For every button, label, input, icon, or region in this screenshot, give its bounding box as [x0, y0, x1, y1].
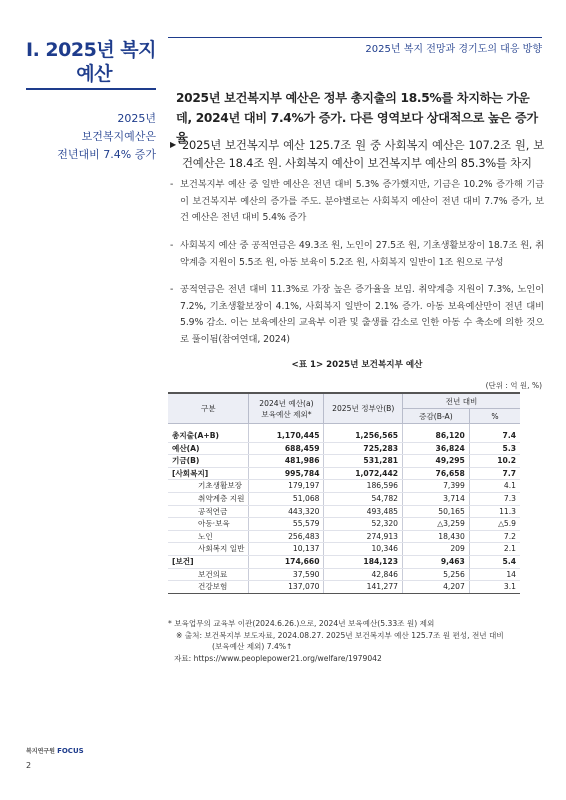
row-label: 아동·보육	[168, 518, 249, 531]
table-row	[168, 505, 520, 518]
value-2025: 141,277	[324, 581, 403, 594]
change-pct: 2.1	[469, 543, 520, 556]
change-pct: 7.4	[469, 430, 520, 442]
value-2024: 179,197	[249, 480, 324, 493]
detail-text: 공적연금은 전년 대비 11.3%로 가장 높은 증가율을 보임. 취약계층 지원이 7.3%, 노인이 7.2%, 기초생활보장이 4.1%, 사회복지 일반이 2.1% 증가. 아동 보육예산만이 전년 대비 5.9% 감소. 이는 보육예산의 교육부 이관 및 출생률 감소로 인한 아동 수 축소에 의한 것으로 풀이됨(참여연대, 2024)	[180, 284, 544, 345]
value-2024: 174,660	[249, 555, 324, 568]
value-2025: 1,072,442	[324, 467, 403, 480]
logo-focus-text: FOCUS	[57, 747, 84, 755]
value-2025: 493,485	[324, 505, 403, 518]
header-rule	[168, 37, 542, 38]
value-2024: 688,459	[249, 442, 324, 455]
table-row	[168, 518, 520, 531]
page-number: 2	[26, 761, 32, 770]
value-2024: 995,784	[249, 467, 324, 480]
detail-item	[170, 177, 544, 227]
header-change-amount: 증감(B-A)	[403, 409, 470, 424]
value-2025: 186,596	[324, 480, 403, 493]
row-label: 사회복지 일반	[168, 543, 249, 556]
side-summary-line1: 2025년	[117, 112, 156, 125]
table-row	[168, 492, 520, 505]
value-2024: 481,986	[249, 455, 324, 468]
change-pct: 7.3	[469, 492, 520, 505]
change-pct: 5.3	[469, 442, 520, 455]
change-amount: 4,207	[403, 581, 470, 594]
running-header: 2025년 복지 전망과 경기도의 대응 방향	[365, 44, 542, 55]
table-row	[168, 581, 520, 594]
main-point-text: 2025년 보건복지부 예산 125.7조 원 중 사회복지 예산은 107.2조 원, 보건예산은 18.4조 원. 사회복지 예산이 보건복지부 예산의 85.3%를 차지	[182, 138, 544, 170]
header-2024-budget	[249, 393, 324, 424]
row-label: [사회복지]	[168, 467, 249, 480]
note-source: ※ 출처: 보건복지부 보도자료, 2024.08.27. 2025년 보건복지부 예산 125.7조 원 편성, 전년 대비	[176, 630, 504, 640]
row-label: 예산(A)	[168, 442, 249, 455]
value-2024: 137,070	[249, 581, 324, 594]
value-2025: 725,283	[324, 442, 403, 455]
table-row	[168, 480, 520, 493]
row-label: 기초생활보장	[168, 480, 249, 493]
footer-logo	[26, 746, 84, 755]
change-amount: 18,430	[403, 530, 470, 543]
detail-item	[170, 282, 544, 348]
table-notes	[168, 618, 542, 664]
header-2025-budget: 2025년 정부안(B)	[324, 393, 403, 424]
change-pct: 7.2	[469, 530, 520, 543]
value-2025: 10,346	[324, 543, 403, 556]
detail-text: 보건복지부 예산 중 일반 예산은 전년 대비 5.3% 증가했지만, 기금은 10.2% 증가해 기금이 보건복지부 예산의 증가를 주도. 분야별로는 사회복지 예산이 전년 대비 7.7% 증가, 보건 예산은 전년 대비 5.4% 증가	[180, 179, 544, 223]
value-2025: 184,123	[324, 555, 403, 568]
section-title	[26, 38, 156, 86]
detail-item	[170, 238, 544, 271]
change-amount: 5,256	[403, 568, 470, 581]
value-2024: 443,320	[249, 505, 324, 518]
header-change: 전년 대비	[403, 393, 520, 409]
budget-table	[168, 392, 520, 594]
change-pct: △5.9	[469, 518, 520, 531]
value-2025: 1,256,565	[324, 430, 403, 442]
change-amount: 36,824	[403, 442, 470, 455]
logo-small-text: 복지연구원	[26, 748, 55, 755]
table-body	[168, 424, 520, 594]
table-row	[168, 543, 520, 556]
table-row	[168, 530, 520, 543]
change-amount: 76,658	[403, 467, 470, 480]
note-reference: 자료: https://www.peoplepower21.org/welfare/1979042	[174, 653, 382, 663]
change-pct: 4.1	[469, 480, 520, 493]
change-pct: 5.4	[469, 555, 520, 568]
detail-text: 사회복지 예산 중 공적연금은 49.3조 원, 노인이 27.5조 원, 기초생활보장이 18.7조 원, 취약계층 지원이 5.5조 원, 아동 보육이 5.2조 원, 사회복지 일반이 1조 원으로 구성	[180, 240, 544, 268]
main-point	[170, 136, 544, 172]
table-row	[168, 430, 520, 442]
change-pct: 3.1	[469, 581, 520, 594]
table-row	[168, 442, 520, 455]
row-label: 총지출(A+B)	[168, 430, 249, 442]
side-summary	[40, 110, 156, 164]
value-2025: 52,320	[324, 518, 403, 531]
change-amount: 86,120	[403, 430, 470, 442]
row-label: 공적연금	[168, 505, 249, 518]
value-2024: 1,170,445	[249, 430, 324, 442]
section-title-line2: 예산	[76, 63, 112, 85]
header-2024-line1: 2024년 예산(a)	[259, 398, 314, 408]
change-amount: 9,463	[403, 555, 470, 568]
note-exclusion: * 보육업무의 교육부 이관(2024.6.26.)으로, 2024년 보육예산(5.33조 원) 제외	[168, 619, 435, 628]
change-amount: 50,165	[403, 505, 470, 518]
value-2025: 274,913	[324, 530, 403, 543]
value-2024: 10,137	[249, 543, 324, 556]
title-underline	[26, 88, 156, 90]
row-label: 노인	[168, 530, 249, 543]
value-2025: 531,281	[324, 455, 403, 468]
row-label: 건강보험	[168, 581, 249, 594]
table-title: <표 1> 2025년 보건복지부 예산	[291, 360, 423, 370]
table-row	[168, 555, 520, 568]
value-2024: 51,068	[249, 492, 324, 505]
change-amount: 3,714	[403, 492, 470, 505]
row-label: 기금(B)	[168, 455, 249, 468]
value-2025: 42,846	[324, 568, 403, 581]
change-amount: 7,399	[403, 480, 470, 493]
headline: 2025년 보건복지부 예산은 정부 총지출의 18.5%를 차지하는 가운데, 2024년 대비 7.4%가 증가. 다른 영역보다 상대적으로 높은 증가율	[176, 91, 538, 145]
dash-bullet: -	[170, 284, 174, 295]
value-2024: 37,590	[249, 568, 324, 581]
row-label: [보건]	[168, 555, 249, 568]
header-2024-line2: 보육예산 제외*	[261, 409, 312, 419]
change-pct: 14	[469, 568, 520, 581]
change-pct: 11.3	[469, 505, 520, 518]
dash-bullet: -	[170, 240, 174, 251]
row-label: 보건의료	[168, 568, 249, 581]
change-amount: 209	[403, 543, 470, 556]
change-pct: 10.2	[469, 455, 520, 468]
change-amount: △3,259	[403, 518, 470, 531]
value-2024: 55,579	[249, 518, 324, 531]
change-amount: 49,295	[403, 455, 470, 468]
value-2025: 54,782	[324, 492, 403, 505]
note-source-cont: (보육예산 제외) 7.4%↑	[212, 642, 293, 651]
header-category: 구분	[168, 393, 249, 424]
section-title-line1: I. 2025년 복지	[26, 39, 156, 61]
header-change-pct: %	[469, 409, 520, 424]
row-label: 취약계층 지원	[168, 492, 249, 505]
table-row	[168, 568, 520, 581]
side-summary-line2: 보건복지예산은	[81, 130, 156, 143]
table-unit: (단위 : 억 원, %)	[485, 381, 542, 390]
table-row	[168, 467, 520, 480]
dash-bullet: -	[170, 179, 174, 190]
side-summary-line3: 전년대비 7.4% 증가	[57, 148, 156, 161]
change-pct: 7.7	[469, 467, 520, 480]
value-2024: 256,483	[249, 530, 324, 543]
arrow-bullet-icon: ▶	[170, 140, 176, 149]
table-row	[168, 455, 520, 468]
